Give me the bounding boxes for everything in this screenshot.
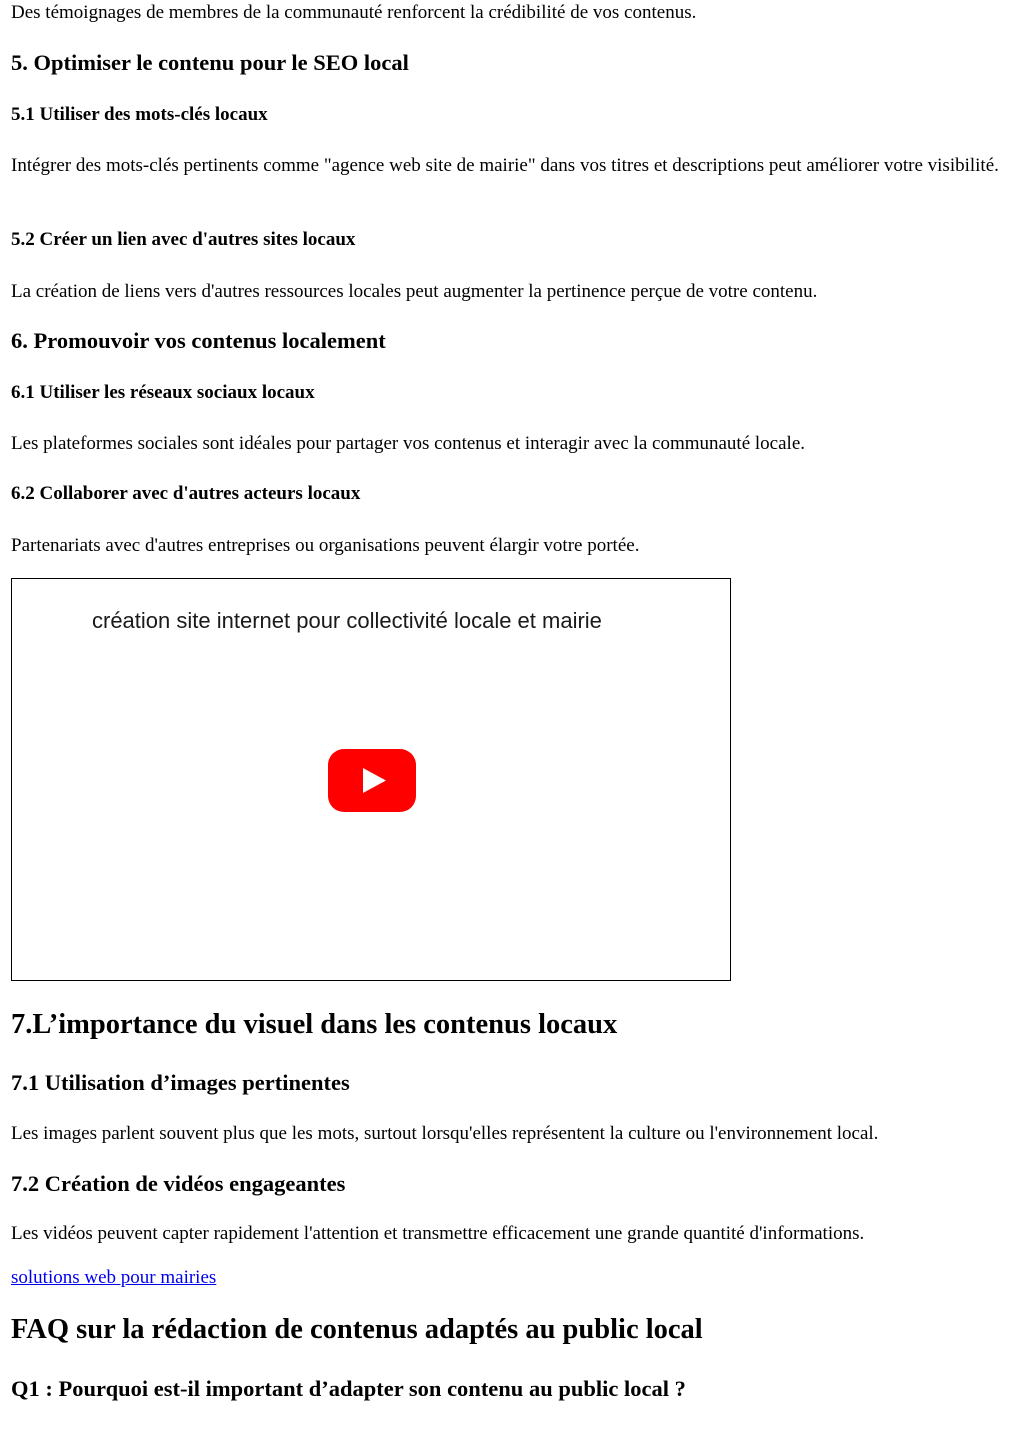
youtube-play-icon[interactable] <box>328 749 416 812</box>
section-7-heading: 7.L’importance du visuel dans les contenus locaux <box>11 1009 618 1040</box>
section-6-2-heading: 6.2 Collaborer avec d'autres acteurs locaux <box>11 483 361 504</box>
intro-paragraph: Des témoignages de membres de la communauté renforcent la crédibilité de vos contenus. <box>11 2 697 23</box>
section-7-1-heading: 7.1 Utilisation d’images pertinentes <box>11 1070 350 1095</box>
section-6-2-paragraph: Partenariats avec d'autres entreprises ou organisations peuvent élargir votre portée. <box>11 535 640 556</box>
faq-question-1: Q1 : Pourquoi est-il important d’adapter son contenu au public local ? <box>11 1376 686 1401</box>
section-5-heading: 5. Optimiser le contenu pour le SEO local <box>11 50 409 75</box>
section-6-1-heading: 6.1 Utiliser les réseaux sociaux locaux <box>11 382 315 403</box>
section-5-2-heading: 5.2 Créer un lien avec d'autres sites locaux <box>11 229 356 250</box>
section-7-2-paragraph: Les vidéos peuvent capter rapidement l'attention et transmettre efficacement une grande quantité d'informations. <box>11 1223 865 1244</box>
video-title[interactable]: création site internet pour collectivité locale et mairie <box>92 608 602 633</box>
section-5-1-paragraph: Intégrer des mots-clés pertinents comme "agence web site de mairie" dans vos titres et descriptions peut améliorer votre visibilité. <box>11 155 999 176</box>
section-6-heading: 6. Promouvoir vos contenus localement <box>11 328 386 353</box>
faq-heading: FAQ sur la rédaction de contenus adaptés au public local <box>11 1314 703 1345</box>
section-5-1-heading: 5.1 Utiliser des mots-clés locaux <box>11 104 268 125</box>
section-7-2-heading: 7.2 Création de vidéos engageantes <box>11 1171 346 1196</box>
section-7-1-paragraph: Les images parlent souvent plus que les mots, surtout lorsqu'elles représentent la culture ou l'environnement local. <box>11 1123 879 1144</box>
section-6-1-paragraph: Les plateformes sociales sont idéales pour partager vos contenus et interagir avec la communauté locale. <box>11 433 806 454</box>
video-embed[interactable] <box>11 578 731 981</box>
solutions-link[interactable]: solutions web pour mairies <box>11 1267 217 1288</box>
section-5-2-paragraph: La création de liens vers d'autres ressources locales peut augmenter la pertinence perçue de votre contenu. <box>11 281 818 302</box>
